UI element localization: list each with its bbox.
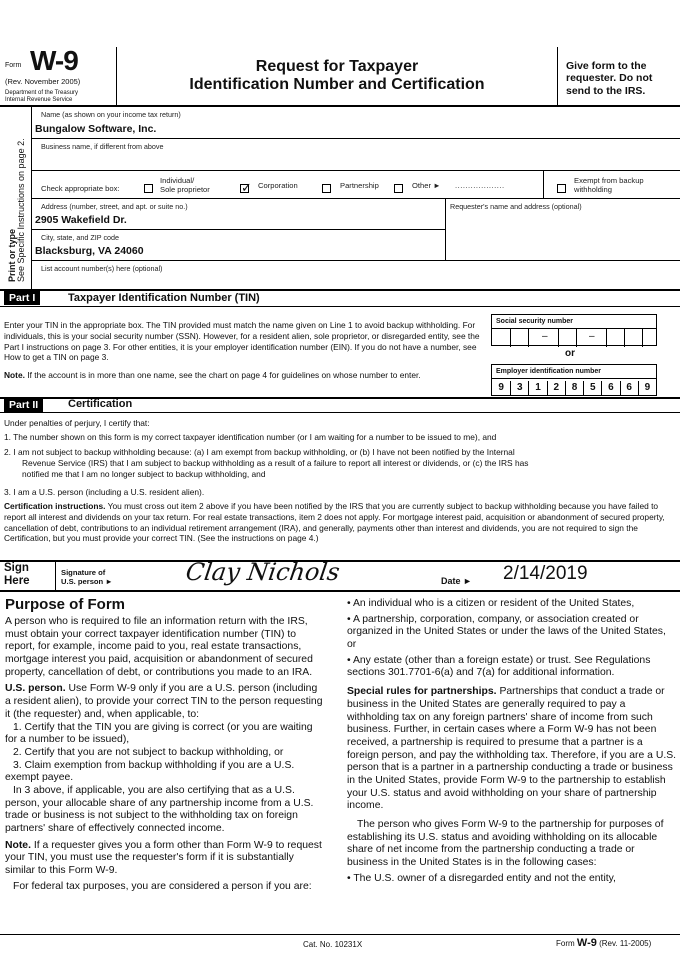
part2-tag: Part II xyxy=(4,398,43,412)
ssn-dash: – xyxy=(589,331,595,342)
partnership-person-paragraph: The person who gives Form W-9 to the partnership for purposes of establishing its U.S. status and avoiding withholding on its allocable share of net income from the partnership conducting a trade or business in the United States is in the following cases: xyxy=(347,819,664,869)
address-label: Address (number, street, and apt. or suite no.) xyxy=(41,202,188,211)
partnership-checkbox[interactable] xyxy=(322,180,335,198)
list-item: • A partnership, corporation, company, or association created or organized in the United States or under the laws of the United States, or xyxy=(347,613,666,651)
other-label: Other ► xyxy=(412,181,441,190)
part1-tag: Part I xyxy=(4,291,40,305)
list-item: 1. Certify that the TIN you are giving is correct (or you are waiting for a number to be issued), xyxy=(5,721,313,746)
title-line2: Identification Number and Certification xyxy=(189,76,485,93)
ssn-dash: – xyxy=(542,331,548,342)
ssn-digit-row xyxy=(492,328,656,346)
partnership-rules-paragraph: Special rules for partnerships. Partnerships that conduct a trade or business in the United States are generally required to pay a withholding tax on any foreign partners' share of income from such business. Further, in certain cases where a Form W-9 has not been received, a partnership is required to presume that a partner is a foreign person, and pay the withholding tax. Therefore, if you are a U.S. person that is a partner in a partnership conducting a trade or business in the United States, provide Form W-9 to the partnership to establish your U.S. status and avoid withholding on your share of partnership income. xyxy=(347,686,677,812)
ein-label: Employer identification number xyxy=(496,368,602,375)
catalog-number: Cat. No. 10231X xyxy=(303,940,363,949)
name-label: Name (as shown on your income tax return) xyxy=(41,110,181,119)
signature[interactable]: Clay Nichols xyxy=(184,558,342,586)
form-word: Form xyxy=(5,62,22,69)
date-label: Date ► xyxy=(441,576,472,586)
sign-here-label: Sign Here xyxy=(4,562,30,587)
part1-instructions: Enter your TIN in the appropriate box. The TIN provided must match the name given on Line 1 to avoid backup withholding. For individuals, this is your social security number (SSN). However, for a resident alien, sole proprietor, or disregarded entity, see the Part I instructions on page 3. For other entities, it is your employer identification number (EIN). If you do not have a number, see How to get a TIN on page 3. xyxy=(4,320,480,363)
city-field[interactable]: Blacksburg, VA 24060 xyxy=(35,245,144,257)
left-column xyxy=(5,616,325,893)
note-paragraph: Note. If a requester gives you a form other than Form W-9 to request your TIN, you must use the requester's form if it is substantially similar to this Form W-9. xyxy=(5,839,322,877)
check-label: Check appropriate box: xyxy=(41,184,120,193)
individual-checkbox[interactable] xyxy=(144,180,157,198)
list-item: 2. Certify that you are not subject to backup withholding, or xyxy=(13,746,284,758)
ein-digit: 2 xyxy=(547,381,565,395)
certification-item-2: 2. I am not subject to backup withholding because: (a) I am exempt from backup withholding, or (b) I have not been notified by the Internal Revenue Service (IRS) that I am subject to backup withholding as a result of a failure to report all interest or dividends, or (c) the IRS has notified me that I am no longer subject to backup withholding, and xyxy=(4,447,529,479)
certification-intro: Under penalties of perjury, I certify that: xyxy=(4,418,150,428)
sidebar-instructions: See Specific Instructions on page 2. xyxy=(16,138,26,282)
or-label: or xyxy=(565,348,575,359)
ein-digit: 9 xyxy=(638,381,656,395)
other-checkbox[interactable] xyxy=(394,180,407,198)
name-field[interactable]: Bungalow Software, Inc. xyxy=(35,123,157,135)
part1-note: Note. If the account is in more than one name, see the chart on page 4 for guidelines on whose number to enter. xyxy=(4,370,421,380)
ssn-label: Social security number xyxy=(496,318,574,325)
us-person-paragraph: U.S. person. Use Form W-9 only if you are a U.S. person (including a resident alien), to provide your correct TIN to the person requesting it (the requester) and, when applicable, to: xyxy=(5,683,323,720)
person-paragraph: For federal tax purposes, you are considered a person if you are: xyxy=(13,880,312,892)
other-field[interactable]: ................... xyxy=(455,181,505,190)
ssn-box[interactable] xyxy=(491,314,657,346)
partnership-label: Partnership xyxy=(340,181,379,190)
revision: (Rev. November 2005) xyxy=(5,77,81,86)
certify-paragraph: In 3 above, if applicable, you are also certifying that as a U.S. person, your allocable share of any partnership income from a U.S. trade or business is not subject to the withholding tax on foreign partners' share of effectively connected income. xyxy=(5,784,314,834)
form-number: W-9 xyxy=(30,45,78,76)
ein-digit: 1 xyxy=(528,381,546,395)
exempt-checkbox[interactable] xyxy=(557,180,570,198)
requester-label: Requester's name and address (optional) xyxy=(450,202,582,211)
list-item: • Any estate (other than a foreign estate) or trust. See Regulations sections 301.7701-6(a) and 7(a) for additional information. xyxy=(347,654,651,679)
sidebar-label: Print or type xyxy=(7,228,17,282)
signature-label: Signature of U.S. person ► xyxy=(61,568,113,587)
city-label: City, state, and ZIP code xyxy=(41,233,120,242)
purpose-heading: Purpose of Form xyxy=(5,596,126,613)
give-form-note: Give form to the requester. Do not send to the IRS. xyxy=(566,60,653,97)
account-label: List account number(s) here (optional) xyxy=(41,264,163,273)
certification-item-3: 3. I am a U.S. person (including a U.S. resident alien). xyxy=(4,487,205,497)
ein-box[interactable] xyxy=(491,364,657,396)
ein-digit-row xyxy=(492,378,656,396)
individual-label: Individual/ Sole proprietor xyxy=(160,176,210,195)
ein-digit: 9 xyxy=(498,382,504,393)
address-field[interactable]: 2905 Wakefield Dr. xyxy=(35,214,127,226)
ein-digit: 5 xyxy=(583,381,601,395)
corporation-label: Corporation xyxy=(258,181,298,190)
exempt-label: Exempt from backup withholding xyxy=(574,176,644,195)
ein-digit: 6 xyxy=(601,381,619,395)
right-column xyxy=(347,598,677,885)
date-field[interactable]: 2/14/2019 xyxy=(503,563,588,584)
ein-digit: 8 xyxy=(565,381,583,395)
ein-digit: 3 xyxy=(510,381,528,395)
business-name-label: Business name, if different from above xyxy=(41,142,164,151)
part2-title: Certification xyxy=(68,398,133,410)
dept-line2: Internal Revenue Service xyxy=(5,97,73,103)
list-item: • The U.S. owner of a disregarded entity and not the entity, xyxy=(347,872,616,884)
part1-title: Taxpayer Identification Number (TIN) xyxy=(68,292,260,304)
corporation-checkbox[interactable] xyxy=(240,180,253,198)
title-line1: Request for Taxpayer xyxy=(255,58,419,75)
footer-form-label: Form W-9 (Rev. 11-2005) xyxy=(556,937,652,949)
certification-instructions: Certification instructions. You must cross out item 2 above if you have been notified by the IRS that you are currently subject to backup withholding because you have failed to report all interest and dividends on your tax return. For real estate transactions, item 2 does not apply. For mortgage interest paid, acquisition or abandonment of secured property, cancellation of debt, contributions to an individual retirement arrangement (IRA), and generally, payments other than interest and dividends, you are not required to sign the Certification, but you must provide your correct TIN. (See the instructions on page 4.) xyxy=(4,501,665,544)
list-item: • An individual who is a citizen or resident of the United States, xyxy=(347,598,635,609)
dept-line1: Department of the Treasury xyxy=(5,90,79,96)
certification-item-1: 1. The number shown on this form is my correct taxpayer identification number (or I am waiting for a number to be issued to me), and xyxy=(4,432,497,442)
ein-digit: 6 xyxy=(620,381,638,395)
purpose-paragraph: A person who is required to file an information return with the IRS, must obtain your correct taxpayer identification number (TIN) to report, for example, income paid to you, real estate transactions, mortgage interest you paid, acquisition or abandonment of secured property, cancellation of debt, or contributions you made to an IRA. xyxy=(5,616,313,678)
list-item: 3. Claim exemption from backup withholding if you are a U.S. exempt payee. xyxy=(5,759,295,784)
